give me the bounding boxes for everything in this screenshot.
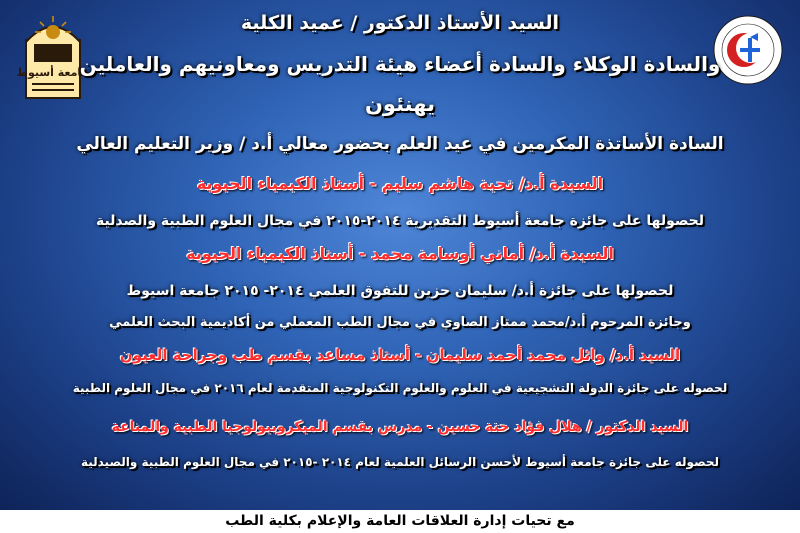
honoree-name: السيد أ.د/ وائل محمد أحمد سليمان - أستاذ مساعد بقسم طب وجراحة العيون [119,346,681,364]
honoree-award: لحصوله على جائزة جامعة أسيوط لأحسن الرسائل العلمية لعام ٢٠١٤ -٢٠١٥ في مجال العلوم الطبية والصيدلية [80,455,720,469]
intro-text: السادة الأساتذة المكرمين في عيد العلم بحضور معالي أ.د / وزير التعليم العالي [76,134,724,154]
honoree-award: لحصولها على جائزة أ.د/ سليمان حزين للتفوق العلمي ٢٠١٤- ٢٠١٥ جامعة اسيوط [126,283,674,299]
honoree-name: السيدة أ.د/ أماني أوسامة محمد - أستاذ الكيمياء الحيوية [186,244,614,263]
congratulate-heading: يهنئون [365,92,435,116]
header-subtitle: والسادة الوكلاء والسادة أعضاء هيئة التدريس ومعاونيهم والعاملين [79,52,721,76]
honoree-award: لحصولها على جائزة جامعة أسيوط التقديرية ٢٠١٤-٢٠١٥ في مجال العلوم الطبية والصدلية [95,213,705,229]
footer-credit: مع تحيات إدارة العلاقات العامة والإعلام بكلية الطب [0,510,800,533]
honoree-name: السيد الدكتور / هلال فؤاد حتة حسين - مدرس بقسم الميكروبيولوجيا الطبية والمناعة [111,419,689,435]
honoree-name: السيدة أ.د/ تحية هاشم سليم - أستاذ الكيمياء الحيوية [196,174,604,193]
honoree-award: لحصوله على جائزة الدولة التشجيعية في العلوم والعلوم التكنولوجية المتقدمة لعام ٢٠١٦ في مجال العلوم الطبية [72,381,728,395]
logo-caption: جامعة أسيوط [16,66,90,79]
honoree-award: وجائزة المرحوم أ.د/محمد ممتاز الصاوي في مجال الطب المعملي من أكاديمية البحث العلمي [109,315,691,330]
header-title: السيد الأستاذ الدكتور / عميد الكلية [240,12,560,34]
